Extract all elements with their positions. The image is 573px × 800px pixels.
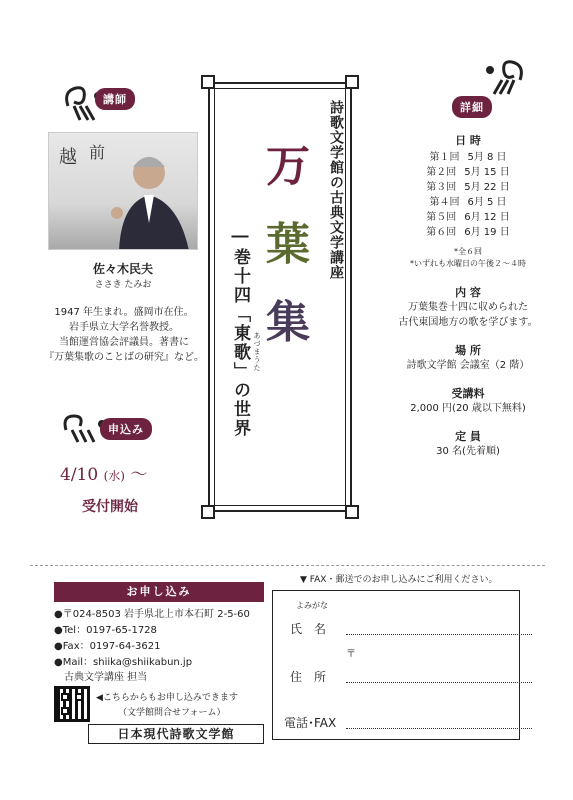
instructor-reading: ささき たみお	[94, 280, 152, 290]
session-number: 第４回	[429, 197, 460, 208]
apply-start: 受付開始	[82, 499, 138, 515]
frame-corner	[345, 75, 359, 89]
session-number: 第３回	[426, 182, 457, 193]
title-char-3: 集	[266, 297, 310, 348]
fee-title: 受講料	[451, 387, 485, 400]
apply-badge: 申込み	[100, 418, 152, 440]
flourish-ornament-icon	[470, 50, 530, 100]
bio-line: 当館運営協会評議員。著書に	[59, 337, 189, 348]
schedule-list	[368, 150, 568, 240]
qr-pattern	[75, 693, 83, 701]
bio-line: 1947 年生まれ。盛岡市在住。	[54, 307, 194, 318]
frame-corner	[201, 75, 215, 89]
contact-line: ●Mail：shiika@shiikabun.jp	[54, 657, 193, 668]
session-number: 第２回	[426, 167, 457, 178]
capacity-value: 30 名(先着順)	[436, 446, 500, 457]
name-label: 氏 名	[290, 622, 327, 636]
session-date: 6月 19 日	[464, 227, 510, 238]
subtitle-part-c: 」の世界	[230, 362, 250, 438]
bottom-divider	[30, 565, 545, 566]
apply-tilde: ～	[130, 465, 148, 485]
capacity-title: 定 員	[455, 430, 481, 443]
schedule-note: *いずれも水曜日の午後２～４時	[410, 259, 526, 268]
schedule-row	[368, 195, 568, 210]
schedule-row	[368, 210, 568, 225]
contact-line: ●〒024-8503 岩手県北上市本石町 2-5-60	[54, 609, 250, 620]
schedule-row	[368, 150, 568, 165]
session-date: 6月 5 日	[467, 197, 507, 208]
content-title: 内 容	[455, 286, 481, 299]
name-field[interactable]	[346, 634, 532, 635]
apply-weekday: (水)	[103, 469, 125, 483]
content-line: 古代東国地方の歌を学びます。	[398, 317, 538, 328]
qr-pattern	[61, 707, 69, 715]
subtitle-part-b: 東歌	[230, 324, 250, 362]
schedule-row	[368, 180, 568, 195]
svg-text:前: 前	[89, 143, 106, 162]
bio-line: 岩手県立大学名誉教授。	[69, 322, 179, 333]
contact-line: ●Tel：0197-65-1728	[54, 625, 157, 636]
address-label: 住 所	[290, 670, 327, 684]
session-date: 5月 22 日	[464, 182, 510, 193]
fee-value: 2,000 円(20 歳以下無料)	[410, 403, 526, 414]
instructor-bio	[40, 305, 208, 365]
details-badge: 詳細	[452, 96, 492, 118]
museum-logo: 日本現代詩歌文学館	[88, 724, 264, 744]
session-date: 5月 8 日	[467, 152, 507, 163]
title-char-2: 葉	[266, 219, 310, 270]
session-date: 5月 15 日	[464, 167, 510, 178]
svg-text:越: 越	[59, 147, 77, 168]
subtitle-ruby: あづまうた	[253, 332, 261, 372]
qr-caption: ◀こちらからもお申し込みできます	[96, 693, 238, 703]
content-line: 万葉集巻十四に収められた	[408, 302, 528, 313]
instructor-name: 佐々木民夫	[92, 262, 153, 276]
contact-line: 古典文学講座 担当	[64, 672, 148, 683]
schedule-row	[368, 165, 568, 180]
place-value: 詩歌文学館 会議室（2 階）	[406, 360, 530, 371]
session-number: 第１回	[429, 152, 460, 163]
details-panel	[368, 132, 568, 459]
instructor-badge: 講師	[95, 88, 135, 110]
furigana-label: よみがな	[296, 601, 328, 610]
schedule-row	[368, 225, 568, 240]
session-date: 6月 12 日	[464, 212, 510, 223]
form-header: ▼ FAX・郵送でのお申し込みにご利用ください。	[300, 575, 498, 585]
frame-corner	[345, 505, 359, 519]
title-char-1: 万	[266, 141, 310, 192]
person-photo-icon	[49, 133, 198, 250]
apply-date-value: 4/10	[60, 465, 99, 485]
address-field[interactable]	[346, 682, 532, 683]
session-number: 第６回	[426, 227, 457, 238]
schedule-note: *全６回	[454, 247, 482, 256]
subtitle	[228, 226, 253, 438]
tel-field[interactable]	[346, 728, 532, 729]
series-title: 詩歌文学館の古典文学講座	[328, 100, 344, 280]
postal-label: 〒	[346, 649, 356, 660]
qr-caption-sub: （文学館問合せフォーム）	[118, 708, 226, 718]
place-title: 場 所	[455, 344, 481, 357]
contact-bar: お申し込み	[54, 582, 264, 602]
subtitle-part-a: ―巻十四「	[230, 226, 250, 324]
instructor-photo	[48, 132, 198, 250]
frame-corner	[201, 505, 215, 519]
qr-code[interactable]	[54, 686, 90, 722]
apply-date	[60, 460, 147, 485]
contact-line: ●Fax：0197-64-3621	[54, 641, 161, 652]
bio-line: 『万葉集歌のことばの研究』など。	[44, 352, 204, 363]
main-title	[258, 128, 318, 362]
session-number: 第５回	[426, 212, 457, 223]
qr-pattern	[61, 693, 69, 701]
tel-label: 電話･FAX	[284, 716, 337, 730]
schedule-title: 日 時	[455, 134, 481, 147]
